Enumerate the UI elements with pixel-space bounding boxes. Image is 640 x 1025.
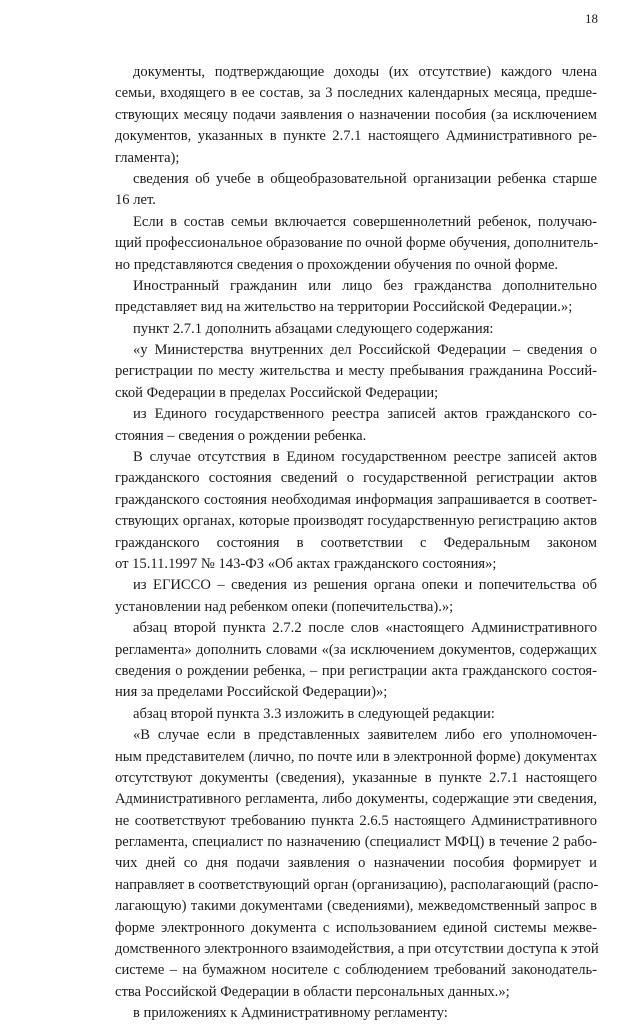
text-line: В случае отсутствия в Едином государственном реестре записей актов: [133, 449, 597, 466]
text-line: чих дней со дня подачи заявления о назначении пособия формирует и: [115, 855, 597, 872]
text-line: домственного электронного взаимодействия, а при отсутствии доступа к этой: [115, 941, 599, 958]
text-line: сведения о рождении ребенка, – при регистрации акта гражданского состоя-: [115, 662, 597, 679]
text-line: гражданского состояния сведений о государственной регистрации актов: [115, 470, 597, 487]
text-line: абзац второй пункта 2.7.2 после слов «настоящего Административного: [133, 620, 597, 637]
text-line: гражданского состояния необходимая информация запрашивается в соответ-: [115, 491, 597, 508]
text-line: «у Министерства внутренних дел Российской Федерации – сведения о: [133, 342, 597, 359]
text-line: направляет в соответствующий орган (организацию), располагающий (распо-: [115, 876, 599, 893]
text-line: регламента, специалист по назначению (специалист МФЦ) в течение 2 рабо-: [115, 834, 597, 851]
text-line: сведения об учебе в общеобразовательной организации ребенка старше: [133, 170, 597, 187]
text-line: «В случае если в представленных заявителем либо его уполномочен-: [133, 727, 597, 744]
document-body: [115, 62, 597, 1025]
text-line: Административного регламента, либо документы, содержащие эти сведения,: [115, 791, 597, 808]
text-line: пункт 2.7.1 дополнить абзацами следующего содержания:: [133, 320, 494, 337]
text-line: форме электронного документа с использованием единой системы межве-: [115, 919, 597, 936]
text-line: щий профессиональное образование по очной форме обучения, дополнитель-: [115, 235, 599, 252]
text-line: отсутствуют документы (сведения), указанные в пункте 2.7.1 настоящего: [115, 769, 597, 786]
text-line: Если в состав семьи включается совершеннолетний ребенок, получаю-: [133, 213, 597, 230]
text-line: стояния – сведения о рождении ребенка.: [115, 427, 367, 444]
text-line: не соответствуют требованию пункта 2.6.5 настоящего Административного: [115, 812, 597, 829]
text-line: гражданского состояния в соответствии с Федеральным законом: [115, 534, 597, 551]
text-line: ния за пределами Российской Федерации)»;: [115, 684, 388, 701]
text-line: от 15.11.1997 № 143-ФЗ «Об актах гражданского состояния»;: [115, 555, 497, 572]
text-line: документов, указанных в пункте 2.7.1 настоящего Административного ре-: [115, 128, 597, 145]
text-line: Иностранный гражданин или лицо без гражданства дополнительно: [133, 277, 597, 294]
text-line: установлении над ребенком опеки (попечительства).»;: [115, 598, 454, 615]
text-line: гламента);: [115, 149, 180, 166]
text-line: из ЕГИССО – сведения из решения органа опеки и попечительства об: [133, 577, 597, 594]
text-line: регламента» дополнить словами «(за исключением документов, содержащих: [115, 641, 597, 658]
text-line: регистрации по месту жительства и месту пребывания гражданина Россий-: [115, 363, 597, 380]
text-line: абзац второй пункта 3.3 изложить в следующей редакции:: [133, 705, 495, 722]
text-line: в приложениях к Административному регламенту:: [133, 1005, 448, 1022]
page-number: 18: [585, 11, 598, 26]
text-line: 16 лет.: [115, 192, 156, 209]
text-line: ства Российской Федерации в области персональных данных.»;: [115, 983, 510, 1000]
text-line: ствующих месяцу подачи заявления о назначении пособия (за исключением: [115, 106, 597, 123]
text-line: документы, подтверждающие доходы (их отсутствие) каждого члена: [133, 64, 597, 80]
text-line: но представляются сведения о прохождении обучения по очной форме.: [115, 256, 559, 273]
text-line: представляет вид на жительство на территории Российской Федерации.»;: [115, 299, 573, 316]
text-line: ствующих органах, которые производят государственную регистрацию актов: [115, 513, 597, 530]
text-line: лагающую) такими документами (сведениями), межведомственный запрос в: [115, 898, 597, 915]
text-line: из Единого государственного реестра записей актов гражданского со-: [133, 406, 597, 423]
text-line: ным представителем (лично, по почте или в электронной форме) документах: [115, 748, 597, 765]
text-line: системе – на бумажном носителе с соблюдением требований законодатель-: [115, 962, 597, 979]
text-line: ской Федерации в пределах Российской Федерации;: [115, 384, 439, 401]
text-line: семьи, входящего в ее состав, за 3 последних календарных месяца, предше-: [115, 85, 597, 102]
